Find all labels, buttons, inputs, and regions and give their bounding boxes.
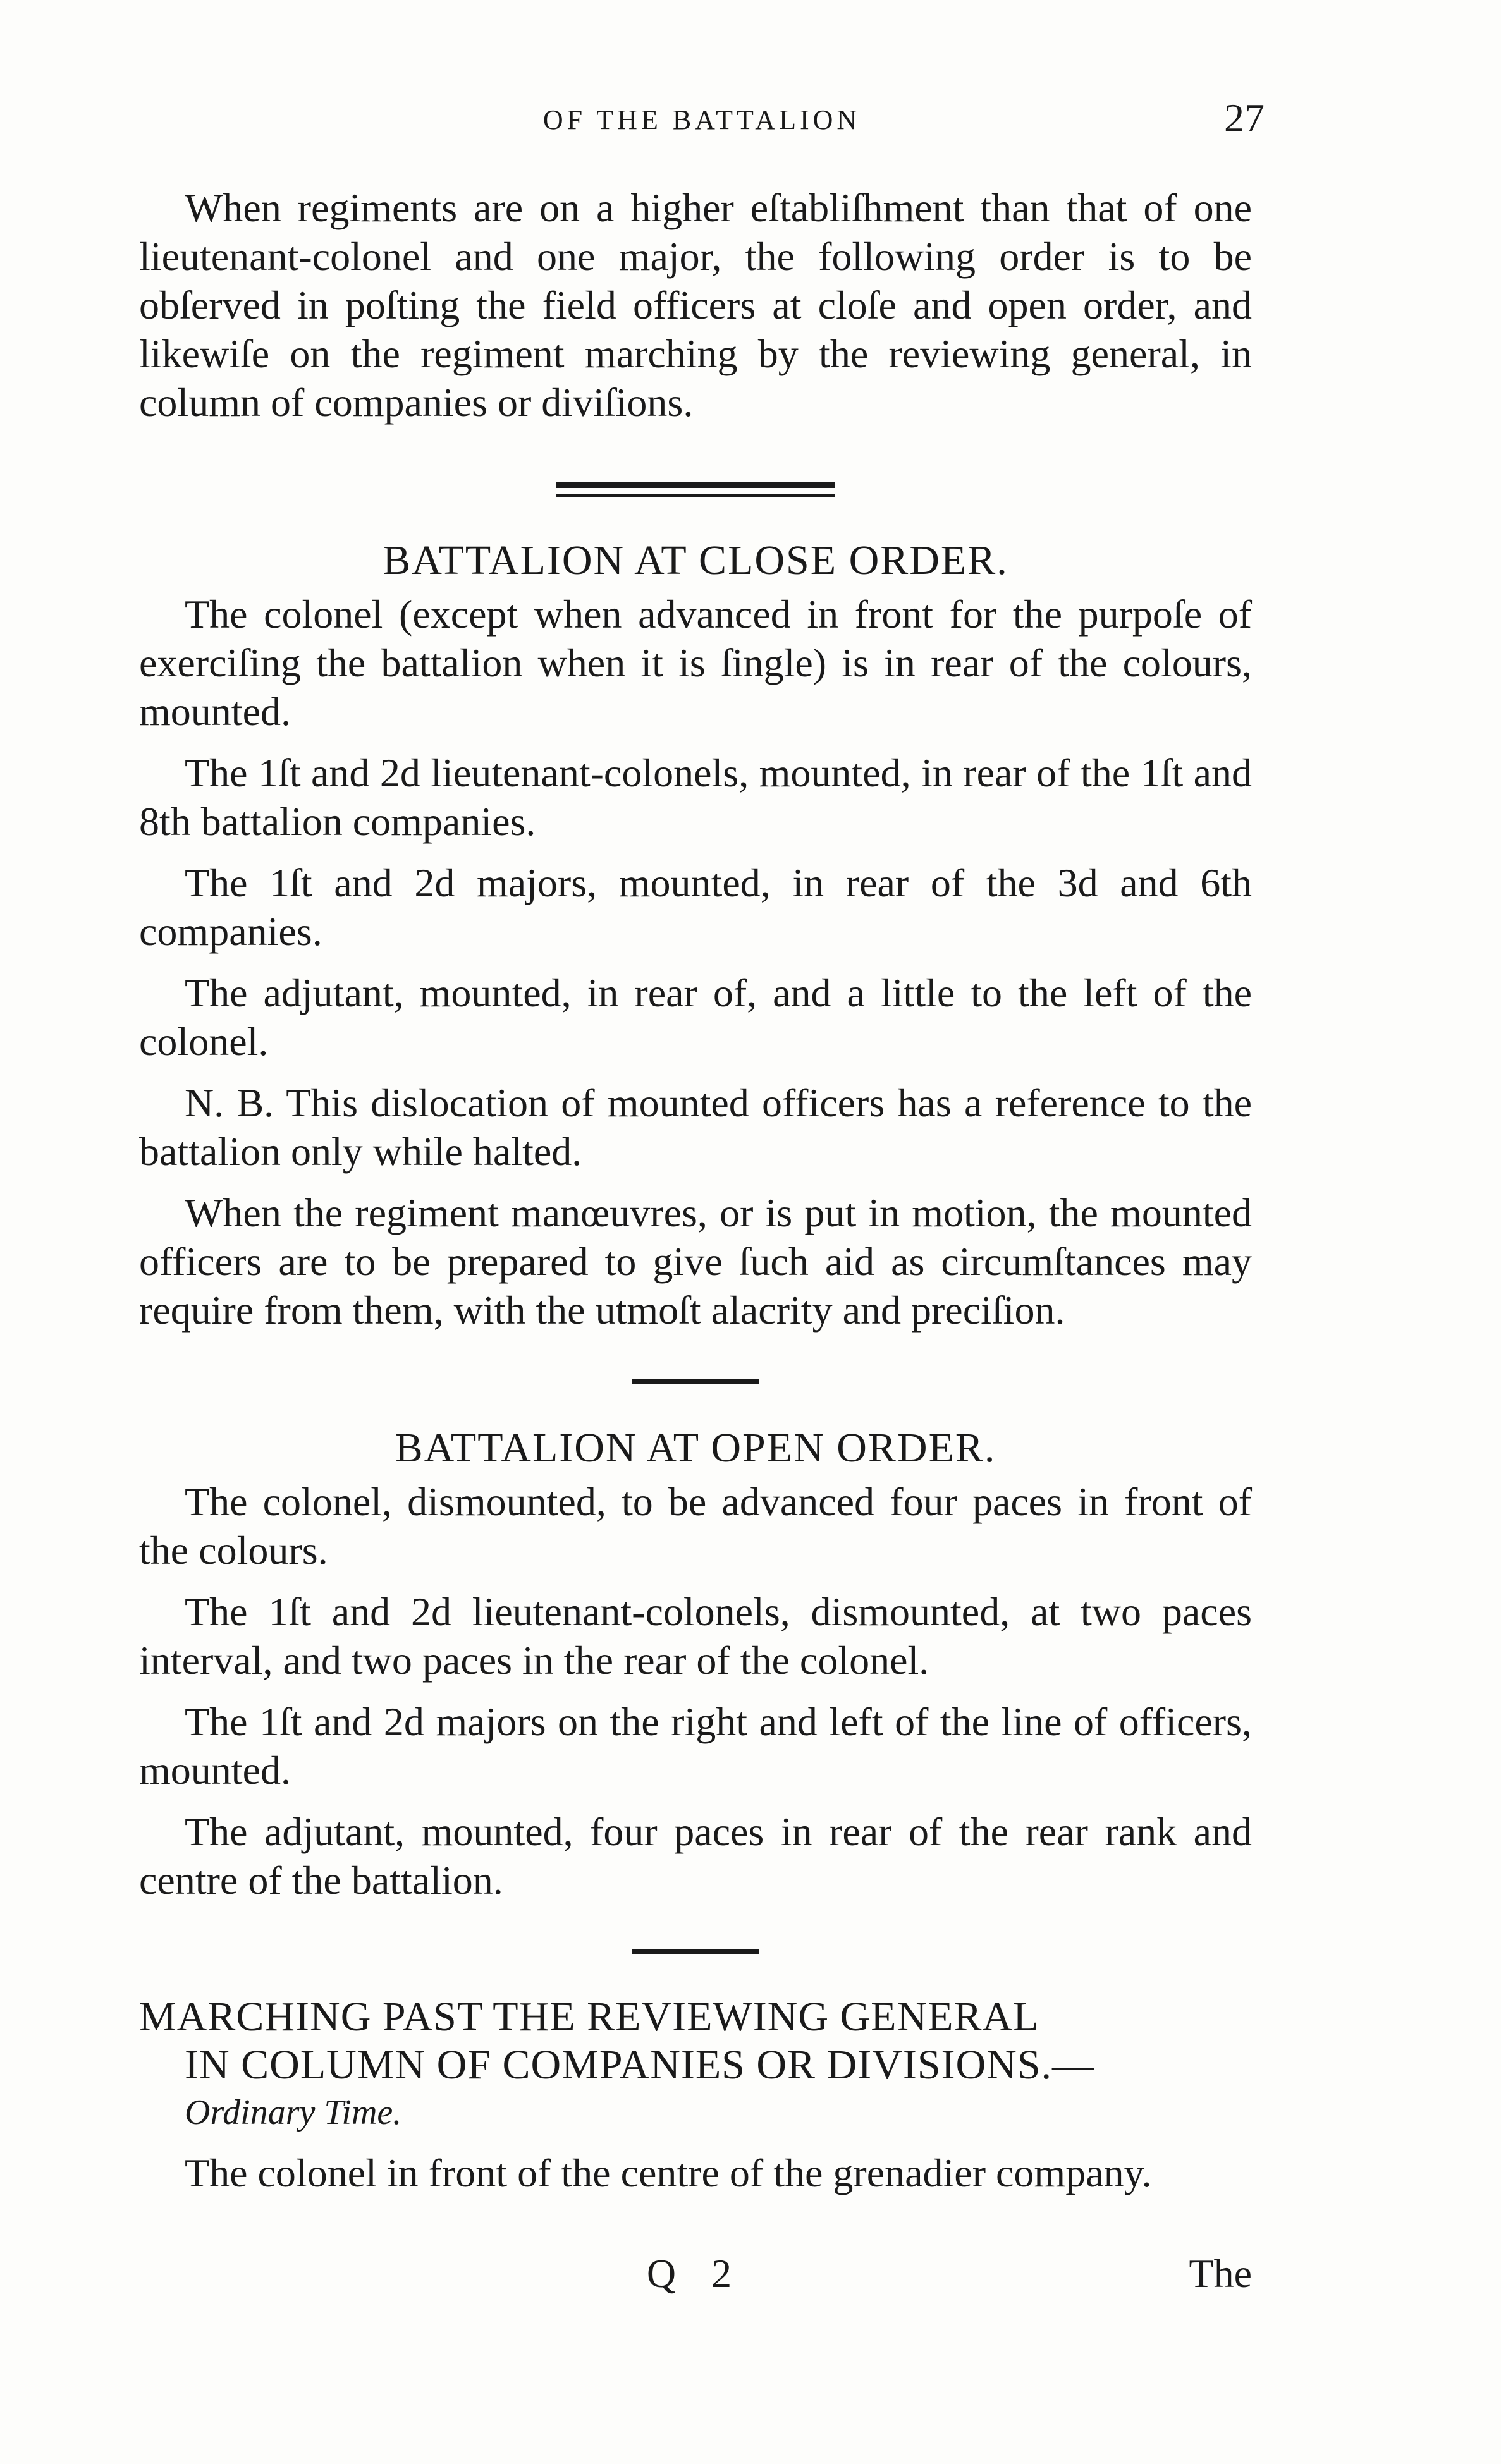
section-heading-open-order: BATTALION AT OPEN ORDER. — [395, 1425, 996, 1471]
page-number: 27 — [1224, 95, 1265, 140]
paragraph: N. B. This dislocation of mounted officers has a reference to the battalion only while halted. — [139, 1080, 1252, 1174]
paragraph: When the regiment manœuvres, or is put in motion, the mounted officers are to be prepared to give ſuch aid as circumſtances may require from them, with the utmoſt alacrity and preciſion. — [139, 1190, 1252, 1333]
intro-paragraph: When regiments are on a higher eſtabliſhment than that of one lieutenant-colonel and one major, the following order is to be obſerved in poſting the field officers at cloſe and open order, and likewiſe on the regiment marching by the reviewing general, in column of companies or diviſions. — [139, 185, 1252, 425]
paragraph: The colonel in front of the centre of the grenadier company. — [185, 2150, 1152, 2195]
paragraph: The colonel, dismounted, to be advanced four paces in front of the colours. — [139, 1479, 1252, 1573]
paragraph: The 1ſt and 2d lieutenant-colonels, dismounted, at two paces interval, and two paces in the rear of the colonel. — [139, 1589, 1252, 1683]
paragraph: The 1ſt and 2d majors on the right and left of the line of officers, mounted. — [139, 1699, 1252, 1793]
page-body — [139, 183, 1252, 2197]
paragraph: The 1ſt and 2d lieutenant-colonels, mounted, in rear of the 1ſt and 8th battalion companies. — [139, 750, 1252, 844]
catchword: The — [1189, 2251, 1252, 2296]
paragraph: The adjutant, mounted, in rear of, and a little to the left of the colonel. — [139, 970, 1252, 1064]
section-heading-close-order: BATTALION AT CLOSE ORDER. — [383, 537, 1008, 583]
page-footer — [139, 2250, 1252, 2301]
short-rule-divider — [632, 1379, 759, 1384]
paragraph: The colonel (except when advanced in front for the purpoſe of exerciſing the battalion when it is ſingle) is in rear of the colours, mounted. — [139, 592, 1252, 734]
section-heading-marching-past — [139, 1993, 1252, 2089]
double-rule-divider — [556, 482, 835, 497]
short-rule-divider — [632, 1949, 759, 1954]
running-head — [139, 95, 1265, 145]
signature-mark: Q 2 — [646, 2251, 745, 2296]
section-subheading: Ordinary Time. — [185, 2093, 402, 2132]
paragraph: The adjutant, mounted, four paces in rear of the rear rank and centre of the battalion. — [139, 1809, 1252, 1903]
running-title: OF THE BATTALION — [542, 104, 861, 135]
heading-line: MARCHING PAST THE REVIEWING GENERAL — [139, 1994, 1039, 2040]
paragraph: The 1ſt and 2d majors, mounted, in rear of the 3d and 6th companies. — [139, 860, 1252, 954]
heading-line: IN COLUMN OF COMPANIES OR DIVISIONS.— — [185, 2042, 1095, 2088]
